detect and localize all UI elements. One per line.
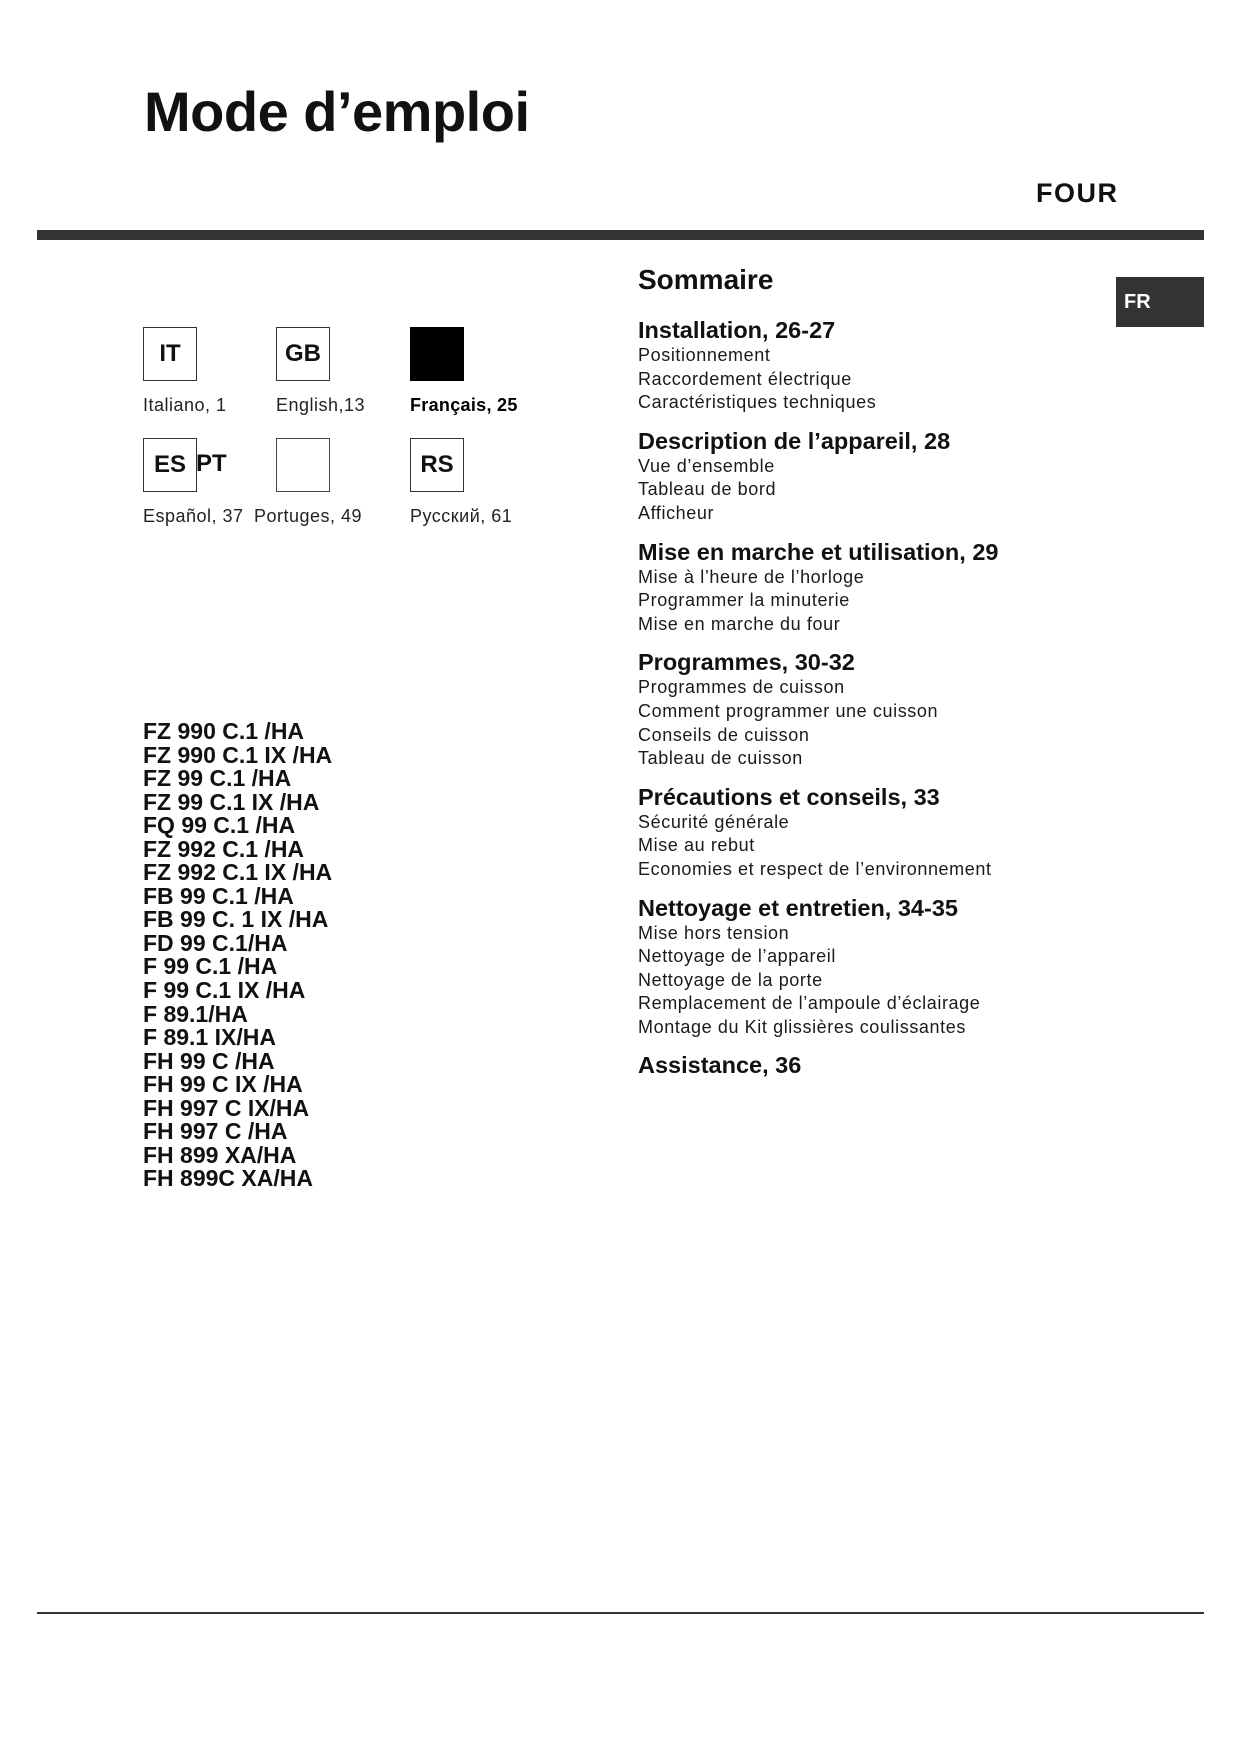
lang-label-es: Español, 37	[143, 506, 244, 526]
lang-box-it: IT	[143, 327, 197, 381]
model-item: FZ 992 C.1 IX /HA	[143, 859, 333, 886]
lang-label-rs: Русский, 61	[410, 506, 513, 526]
toc-item: Mise à l’heure de l’horloge	[638, 566, 865, 587]
toc-item: Nettoyage de l’appareil	[638, 946, 836, 967]
toc-section-title: Assistance, 36	[638, 1052, 802, 1079]
model-item: FH 99 C IX /HA	[143, 1071, 303, 1098]
toc-item: Positionnement	[638, 345, 771, 365]
toc-item: Caractéristiques techniques	[638, 392, 877, 413]
lang-box-fr	[410, 327, 464, 381]
toc-section-title: Installation, 26-27	[638, 317, 836, 343]
lang-box-gb: GB	[276, 327, 330, 381]
toc-item: Mise en marche du four	[638, 613, 841, 634]
toc-section-description	[638, 427, 1078, 526]
model-item: FZ 990 C.1 IX /HA	[143, 741, 333, 768]
header-divider	[37, 230, 1204, 240]
toc-item: Mise hors tension	[638, 922, 790, 943]
toc-item: Mise au rebut	[638, 835, 755, 856]
toc-item: Comment programmer une cuisson	[638, 700, 939, 721]
model-item: FH 899 XA/HA	[143, 1141, 297, 1168]
model-item: FZ 992 C.1 /HA	[143, 835, 305, 862]
footer-divider	[37, 1612, 1204, 1614]
model-item: FH 997 C IX/HA	[143, 1094, 310, 1121]
model-item: FQ 99 C.1 /HA	[143, 812, 296, 839]
model-item: FZ 99 C.1 /HA	[143, 765, 292, 792]
lang-label-fr: Français, 25	[410, 395, 518, 415]
toc-section-title: Mise en marche et utilisation, 29	[638, 538, 999, 565]
lang-label-it: Italiano, 1	[143, 395, 227, 415]
table-of-contents	[638, 266, 1078, 1091]
model-item: FB 99 C.1 /HA	[143, 882, 294, 909]
toc-section-programmes	[638, 648, 1078, 770]
model-item: F 89.1/HA	[143, 1000, 248, 1027]
toc-item: Programmes de cuisson	[638, 677, 845, 698]
toc-item: Tableau de bord	[638, 479, 777, 500]
product-category: FOUR	[1036, 178, 1119, 208]
toc-item: Nettoyage de la porte	[638, 969, 823, 990]
toc-section-nettoyage	[638, 894, 1078, 1040]
toc-item: Remplacement de l’ampoule d’éclairage	[638, 993, 981, 1014]
lang-label-pt: Portuges, 49	[254, 506, 363, 526]
lang-box-rs: RS	[410, 438, 464, 492]
model-item: FH 997 C /HA	[143, 1118, 288, 1145]
toc-item: Programmer la minuterie	[638, 590, 850, 611]
toc-item: Afficheur	[638, 502, 715, 523]
toc-item: Raccordement électrique	[638, 368, 852, 389]
page-title: Mode d’emploi	[144, 80, 530, 143]
lang-box-es: ES	[143, 438, 197, 492]
model-item: FH 99 C /HA	[143, 1047, 275, 1074]
model-list	[143, 720, 332, 1191]
toc-item: Vue d’ensemble	[638, 455, 775, 476]
model-item: FD 99 C.1/HA	[143, 929, 288, 956]
toc-section-assistance	[638, 1051, 1078, 1079]
toc-item: Montage du Kit glissières coulissantes	[638, 1016, 966, 1037]
toc-section-precautions	[638, 783, 1078, 882]
toc-section-title: Précautions et conseils, 33	[638, 783, 940, 810]
model-item: FZ 990 C.1 /HA	[143, 718, 305, 744]
model-item: F 89.1 IX/HA	[143, 1024, 276, 1051]
lang-code-pt: PT	[196, 450, 227, 477]
lang-box-pt	[276, 438, 330, 492]
model-item: F 99 C.1 /HA	[143, 953, 278, 980]
model-item: FB 99 C. 1 IX /HA	[143, 906, 329, 933]
toc-section-title: Programmes, 30-32	[638, 649, 855, 676]
toc-section-title: Nettoyage et entretien, 34-35	[638, 894, 958, 921]
toc-item: Tableau de cuisson	[638, 748, 803, 769]
toc-heading: Sommaire	[638, 264, 774, 295]
toc-section-installation	[638, 316, 1078, 415]
model-item: F 99 C.1 IX /HA	[143, 977, 306, 1004]
toc-section-mise-en-marche	[638, 538, 1078, 637]
model-item: FH 899C XA/HA	[143, 1165, 313, 1192]
toc-item: Sécurité générale	[638, 811, 790, 832]
toc-section-title: Description de l’appareil, 28	[638, 427, 951, 454]
toc-item: Economies et respect de l’environnement	[638, 858, 992, 879]
language-tab: FR	[1116, 277, 1204, 327]
lang-label-gb: English,13	[276, 395, 366, 415]
toc-item: Conseils de cuisson	[638, 724, 810, 745]
model-item: FZ 99 C.1 IX /HA	[143, 788, 320, 815]
